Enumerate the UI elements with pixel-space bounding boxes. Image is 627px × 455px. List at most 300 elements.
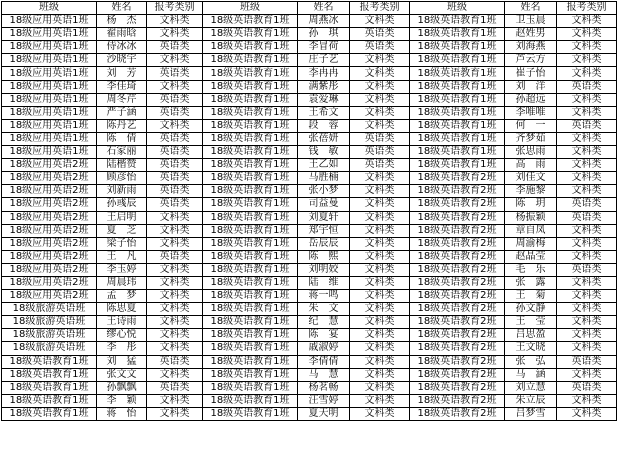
name-cell: 梁子怡: [97, 237, 147, 250]
name-cell: 张小梦: [298, 185, 350, 198]
class-cell: 18级英语教育1班: [203, 80, 298, 93]
category-cell: 英语类: [147, 146, 203, 159]
name-cell: 顾彦怡: [97, 172, 147, 185]
header-class: 班级: [203, 2, 298, 15]
class-cell: 18级英语教育1班: [203, 28, 298, 41]
header-name: 姓名: [505, 2, 557, 15]
class-cell: 18级应用英语2班: [2, 185, 97, 198]
class-cell: 18级应用英语1班: [2, 119, 97, 132]
name-cell: 孙彧辰: [97, 198, 147, 211]
header-category: 报考类别: [557, 2, 617, 15]
class-cell: 18级英语教育2班: [410, 185, 505, 198]
class-cell: 18级英语教育2班: [410, 172, 505, 185]
name-cell: 王 莹: [505, 316, 557, 329]
class-cell: 18级英语教育1班: [2, 368, 97, 381]
header-category: 报考类别: [147, 2, 203, 15]
table-row: [2, 276, 617, 289]
category-cell: 英语类: [147, 198, 203, 211]
category-cell: 文科类: [350, 172, 410, 185]
name-cell: 李唯唯: [505, 106, 557, 119]
class-cell: 18级英语教育2班: [410, 276, 505, 289]
name-cell: 刘明姣: [298, 263, 350, 276]
name-cell: 张蓓妍: [298, 132, 350, 145]
table-row: [2, 28, 617, 41]
name-cell: 满紫彤: [298, 80, 350, 93]
table-row: [2, 263, 617, 276]
class-cell: 18级应用英语1班: [2, 80, 97, 93]
category-cell: 文科类: [147, 394, 203, 407]
category-cell: 文科类: [350, 119, 410, 132]
category-cell: 英语类: [147, 355, 203, 368]
name-cell: 何 一: [505, 119, 557, 132]
class-cell: 18级英语教育1班: [410, 106, 505, 119]
category-cell: 文科类: [350, 290, 410, 303]
category-cell: 文科类: [557, 407, 617, 420]
category-cell: 文科类: [350, 198, 410, 211]
class-cell: 18级应用英语2班: [2, 224, 97, 237]
category-cell: 文科类: [147, 211, 203, 224]
category-cell: 文科类: [350, 407, 410, 420]
name-cell: 毛 乐: [505, 263, 557, 276]
category-cell: 文科类: [557, 41, 617, 54]
class-cell: 18级英语教育1班: [203, 329, 298, 342]
category-cell: 文科类: [147, 80, 203, 93]
table-row: [2, 211, 617, 224]
name-cell: 陈丹艺: [97, 119, 147, 132]
name-cell: 李 颖: [97, 394, 147, 407]
name-cell: 朱立辰: [505, 394, 557, 407]
category-cell: 文科类: [350, 276, 410, 289]
name-cell: 李冒荷: [298, 41, 350, 54]
name-cell: 张思雨: [505, 146, 557, 159]
category-cell: 文科类: [557, 316, 617, 329]
class-cell: 18级应用英语1班: [2, 67, 97, 80]
table-row: [2, 237, 617, 250]
class-cell: 18级应用英语1班: [2, 28, 97, 41]
name-cell: 周渝梅: [505, 237, 557, 250]
class-cell: 18级英语教育1班: [410, 28, 505, 41]
category-cell: 英语类: [147, 381, 203, 394]
class-cell: 18级英语教育1班: [410, 67, 505, 80]
category-cell: 文科类: [557, 250, 617, 263]
table-row: [2, 290, 617, 303]
name-cell: 石家丽: [97, 146, 147, 159]
name-cell: 汪雪婷: [298, 394, 350, 407]
class-cell: 18级英语教育1班: [203, 224, 298, 237]
name-cell: 芦云方: [505, 54, 557, 67]
class-cell: 18级应用英语1班: [2, 41, 97, 54]
class-cell: 18级英语教育2班: [410, 263, 505, 276]
name-cell: 高 雨: [505, 159, 557, 172]
category-cell: 文科类: [350, 237, 410, 250]
category-cell: 文科类: [350, 211, 410, 224]
name-cell: 李施黎: [505, 185, 557, 198]
class-cell: 18级英语教育1班: [410, 54, 505, 67]
class-cell: 18级旅游英语班: [2, 329, 97, 342]
header-class: 班级: [410, 2, 505, 15]
name-cell: 刘 猛: [97, 355, 147, 368]
name-cell: 刘夏轩: [298, 211, 350, 224]
category-cell: 文科类: [147, 342, 203, 355]
category-cell: 文科类: [557, 303, 617, 316]
category-cell: 文科类: [147, 276, 203, 289]
class-cell: 18级英语教育1班: [203, 185, 298, 198]
class-cell: 18级英语教育1班: [2, 355, 97, 368]
table-row: [2, 394, 617, 407]
class-cell: 18级英语教育1班: [203, 159, 298, 172]
name-cell: 陈 宴: [298, 329, 350, 342]
table-row: [2, 198, 617, 211]
name-cell: 李佳琦: [97, 80, 147, 93]
table-row: [2, 146, 617, 159]
category-cell: 文科类: [557, 276, 617, 289]
name-cell: 张 露: [505, 276, 557, 289]
class-cell: 18级英语教育2班: [410, 394, 505, 407]
category-cell: 文科类: [350, 106, 410, 119]
category-cell: 文科类: [147, 303, 203, 316]
table-row: [2, 368, 617, 381]
name-cell: 夏 芝: [97, 224, 147, 237]
name-cell: 李玉婷: [97, 263, 147, 276]
class-cell: 18级英语教育1班: [203, 316, 298, 329]
name-cell: 王希文: [298, 106, 350, 119]
class-cell: 18级英语教育2班: [410, 316, 505, 329]
category-cell: 英语类: [557, 263, 617, 276]
name-cell: 王启明: [97, 211, 147, 224]
class-cell: 18级英语教育2班: [410, 355, 505, 368]
category-cell: 文科类: [350, 329, 410, 342]
name-cell: 马 慧: [298, 368, 350, 381]
category-cell: 文科类: [147, 290, 203, 303]
class-cell: 18级英语教育1班: [203, 54, 298, 67]
table-row: [2, 316, 617, 329]
table-row: [2, 185, 617, 198]
name-cell: 蒋 怡: [97, 407, 147, 420]
class-cell: 18级应用英语2班: [2, 276, 97, 289]
name-cell: 王文晓: [505, 342, 557, 355]
category-cell: 文科类: [350, 54, 410, 67]
category-cell: 文科类: [350, 185, 410, 198]
class-cell: 18级英语教育2班: [410, 329, 505, 342]
class-cell: 18级英语教育1班: [203, 132, 298, 145]
category-cell: 文科类: [350, 368, 410, 381]
category-cell: 英语类: [147, 172, 203, 185]
category-cell: 文科类: [557, 67, 617, 80]
name-cell: 孙飘飘: [97, 381, 147, 394]
category-cell: 文科类: [350, 15, 410, 28]
name-cell: 周晨玮: [97, 276, 147, 289]
category-cell: 英语类: [350, 159, 410, 172]
class-cell: 18级英语教育2班: [410, 368, 505, 381]
name-cell: 赵姓男: [505, 28, 557, 41]
name-cell: 吕梦雪: [505, 407, 557, 420]
category-cell: 文科类: [350, 394, 410, 407]
class-cell: 18级旅游英语班: [2, 342, 97, 355]
name-cell: 杨茗畅: [298, 381, 350, 394]
name-cell: 齐梦茹: [505, 132, 557, 145]
class-cell: 18级应用英语1班: [2, 54, 97, 67]
class-cell: 18级英语教育1班: [203, 237, 298, 250]
category-cell: 文科类: [557, 146, 617, 159]
name-cell: 纪 慧: [298, 316, 350, 329]
class-cell: 18级英语教育1班: [2, 394, 97, 407]
class-cell: 18级英语教育1班: [203, 276, 298, 289]
category-cell: 文科类: [147, 28, 203, 41]
table-row: [2, 80, 617, 93]
category-cell: 文科类: [147, 329, 203, 342]
category-cell: 英语类: [350, 41, 410, 54]
class-cell: 18级英语教育1班: [410, 119, 505, 132]
category-cell: 英语类: [147, 106, 203, 119]
class-cell: 18级英语教育1班: [203, 290, 298, 303]
table-row: [2, 132, 617, 145]
name-cell: 李倩倩: [298, 355, 350, 368]
category-cell: 文科类: [350, 263, 410, 276]
name-cell: 陆 维: [298, 276, 350, 289]
table-row: [2, 54, 617, 67]
class-cell: 18级英语教育1班: [410, 159, 505, 172]
name-cell: 沙晓宇: [97, 54, 147, 67]
category-cell: 文科类: [557, 329, 617, 342]
name-cell: 李冉冉: [298, 67, 350, 80]
name-cell: 侍冰冰: [97, 41, 147, 54]
category-cell: 英语类: [557, 355, 617, 368]
class-cell: 18级英语教育1班: [410, 146, 505, 159]
category-cell: 文科类: [350, 250, 410, 263]
category-cell: 英语类: [557, 119, 617, 132]
name-cell: 周冬芹: [97, 93, 147, 106]
name-cell: 刘立慧: [505, 381, 557, 394]
table-row: [2, 250, 617, 263]
class-cell: 18级英语教育1班: [203, 368, 298, 381]
class-cell: 18级英语教育2班: [410, 407, 505, 420]
table-row: [2, 67, 617, 80]
category-cell: 英语类: [147, 41, 203, 54]
name-cell: 杨振颖: [505, 211, 557, 224]
class-cell: 18级应用英语2班: [2, 198, 97, 211]
table-row: [2, 303, 617, 316]
category-cell: 文科类: [557, 185, 617, 198]
class-cell: 18级应用英语1班: [2, 106, 97, 119]
name-cell: 王 菊: [505, 290, 557, 303]
category-cell: 文科类: [350, 381, 410, 394]
table-row: [2, 93, 617, 106]
name-cell: 张 弘: [505, 355, 557, 368]
class-cell: 18级英语教育2班: [410, 342, 505, 355]
name-cell: 王乙如: [298, 159, 350, 172]
class-cell: 18级应用英语1班: [2, 146, 97, 159]
header-class: 班级: [2, 2, 97, 15]
category-cell: 英语类: [147, 159, 203, 172]
class-cell: 18级应用英语2班: [2, 290, 97, 303]
name-cell: 钱 敏: [298, 146, 350, 159]
name-cell: 卫玉晨: [505, 15, 557, 28]
name-cell: 刘新雨: [97, 185, 147, 198]
category-cell: 英语类: [147, 132, 203, 145]
name-cell: 崔子怡: [505, 67, 557, 80]
table-row: [2, 224, 617, 237]
header-name: 姓名: [97, 2, 147, 15]
class-cell: 18级英语教育1班: [203, 15, 298, 28]
category-cell: 英语类: [147, 185, 203, 198]
name-cell: 司益曼: [298, 198, 350, 211]
category-cell: 英语类: [147, 250, 203, 263]
category-cell: 文科类: [147, 316, 203, 329]
name-cell: 陆楷赞: [97, 159, 147, 172]
class-cell: 18级英语教育1班: [203, 263, 298, 276]
category-cell: 英语类: [557, 80, 617, 93]
name-cell: 杨 杰: [97, 15, 147, 28]
name-cell: 陈 玥: [505, 198, 557, 211]
class-cell: 18级英语教育1班: [410, 80, 505, 93]
name-cell: 蒋一鸣: [298, 290, 350, 303]
class-cell: 18级英语教育2班: [410, 303, 505, 316]
class-cell: 18级英语教育1班: [203, 146, 298, 159]
class-cell: 18级英语教育1班: [410, 15, 505, 28]
category-cell: 文科类: [557, 290, 617, 303]
class-cell: 18级英语教育2班: [410, 290, 505, 303]
category-cell: 文科类: [147, 224, 203, 237]
name-cell: 岳辰辰: [298, 237, 350, 250]
category-cell: 文科类: [350, 355, 410, 368]
class-cell: 18级英语教育1班: [410, 41, 505, 54]
class-cell: 18级应用英语2班: [2, 250, 97, 263]
name-cell: 张文文: [97, 368, 147, 381]
class-cell: 18级应用英语2班: [2, 159, 97, 172]
table-row: [2, 342, 617, 355]
class-cell: 18级应用英语1班: [2, 15, 97, 28]
name-cell: 章自凤: [505, 224, 557, 237]
category-cell: 英语类: [557, 198, 617, 211]
category-cell: 文科类: [350, 67, 410, 80]
name-cell: 朱 文: [298, 303, 350, 316]
class-cell: 18级英语教育1班: [203, 355, 298, 368]
table-row: [2, 355, 617, 368]
name-cell: 赵晶莹: [505, 250, 557, 263]
category-cell: 文科类: [350, 316, 410, 329]
name-cell: 孙超远: [505, 93, 557, 106]
table-row: [2, 119, 617, 132]
class-cell: 18级应用英语1班: [2, 93, 97, 106]
class-cell: 18级英语教育1班: [410, 93, 505, 106]
category-cell: 文科类: [147, 54, 203, 67]
category-cell: 文科类: [350, 224, 410, 237]
category-cell: 英语类: [350, 146, 410, 159]
class-cell: 18级应用英语2班: [2, 211, 97, 224]
name-cell: 缪心悦: [97, 329, 147, 342]
class-cell: 18级英语教育1班: [203, 211, 298, 224]
class-cell: 18级旅游英语班: [2, 303, 97, 316]
class-cell: 18级应用英语2班: [2, 263, 97, 276]
category-cell: 文科类: [147, 119, 203, 132]
category-cell: 文科类: [557, 106, 617, 119]
name-cell: 严子涵: [97, 106, 147, 119]
class-cell: 18级旅游英语班: [2, 316, 97, 329]
name-cell: 戚淑婷: [298, 342, 350, 355]
name-cell: 孙文静: [505, 303, 557, 316]
name-cell: 陈 熙: [298, 250, 350, 263]
category-cell: 英语类: [147, 93, 203, 106]
category-cell: 文科类: [557, 159, 617, 172]
category-cell: 英语类: [557, 211, 617, 224]
table-body: [2, 2, 617, 421]
name-cell: 孙 琪: [298, 28, 350, 41]
class-cell: 18级英语教育1班: [203, 198, 298, 211]
category-cell: 文科类: [350, 80, 410, 93]
header-name: 姓名: [298, 2, 350, 15]
name-cell: 陈 倩: [97, 132, 147, 145]
class-cell: 18级英语教育2班: [410, 250, 505, 263]
category-cell: 文科类: [557, 237, 617, 250]
class-cell: 18级英语教育1班: [203, 303, 298, 316]
class-cell: 18级英语教育2班: [410, 381, 505, 394]
roster-table: [1, 1, 617, 421]
name-cell: 陈思夏: [97, 303, 147, 316]
category-cell: 文科类: [350, 303, 410, 316]
name-cell: 郑宇恒: [298, 224, 350, 237]
name-cell: 马 涵: [505, 368, 557, 381]
name-cell: 马胜楠: [298, 172, 350, 185]
class-cell: 18级英语教育1班: [203, 67, 298, 80]
category-cell: 文科类: [147, 263, 203, 276]
table-row: [2, 329, 617, 342]
name-cell: 孟 梦: [97, 290, 147, 303]
category-cell: 文科类: [557, 28, 617, 41]
class-cell: 18级应用英语2班: [2, 172, 97, 185]
table-row: [2, 41, 617, 54]
category-cell: 文科类: [557, 368, 617, 381]
category-cell: 文科类: [350, 342, 410, 355]
name-cell: 李 彤: [97, 342, 147, 355]
class-cell: 18级应用英语2班: [2, 237, 97, 250]
table-row: [2, 106, 617, 119]
category-cell: 文科类: [350, 93, 410, 106]
name-cell: 刘 芳: [97, 67, 147, 80]
table-row: [2, 15, 617, 28]
class-cell: 18级英语教育1班: [203, 407, 298, 420]
class-cell: 18级英语教育2班: [410, 224, 505, 237]
header-row: [2, 2, 617, 15]
category-cell: 文科类: [147, 237, 203, 250]
category-cell: 文科类: [557, 15, 617, 28]
category-cell: 文科类: [147, 15, 203, 28]
name-cell: 刘 洋: [505, 80, 557, 93]
name-cell: 袁爱琳: [298, 93, 350, 106]
class-cell: 18级英语教育2班: [410, 198, 505, 211]
category-cell: 英语类: [147, 67, 203, 80]
category-cell: 文科类: [557, 93, 617, 106]
table-row: [2, 407, 617, 420]
category-cell: 文科类: [557, 342, 617, 355]
category-cell: 文科类: [557, 54, 617, 67]
class-cell: 18级英语教育1班: [203, 172, 298, 185]
category-cell: 文科类: [557, 132, 617, 145]
header-category: 报考类别: [350, 2, 410, 15]
category-cell: 文科类: [147, 368, 203, 381]
class-cell: 18级英语教育1班: [203, 381, 298, 394]
name-cell: 王诗雨: [97, 316, 147, 329]
name-cell: 刘海燕: [505, 41, 557, 54]
category-cell: 文科类: [557, 172, 617, 185]
name-cell: 夏天明: [298, 407, 350, 420]
table-row: [2, 172, 617, 185]
class-cell: 18级英语教育1班: [203, 250, 298, 263]
name-cell: 刘佳文: [505, 172, 557, 185]
table-row: [2, 159, 617, 172]
class-cell: 18级英语教育1班: [203, 119, 298, 132]
name-cell: 吕思盈: [505, 329, 557, 342]
name-cell: 周燕冰: [298, 15, 350, 28]
